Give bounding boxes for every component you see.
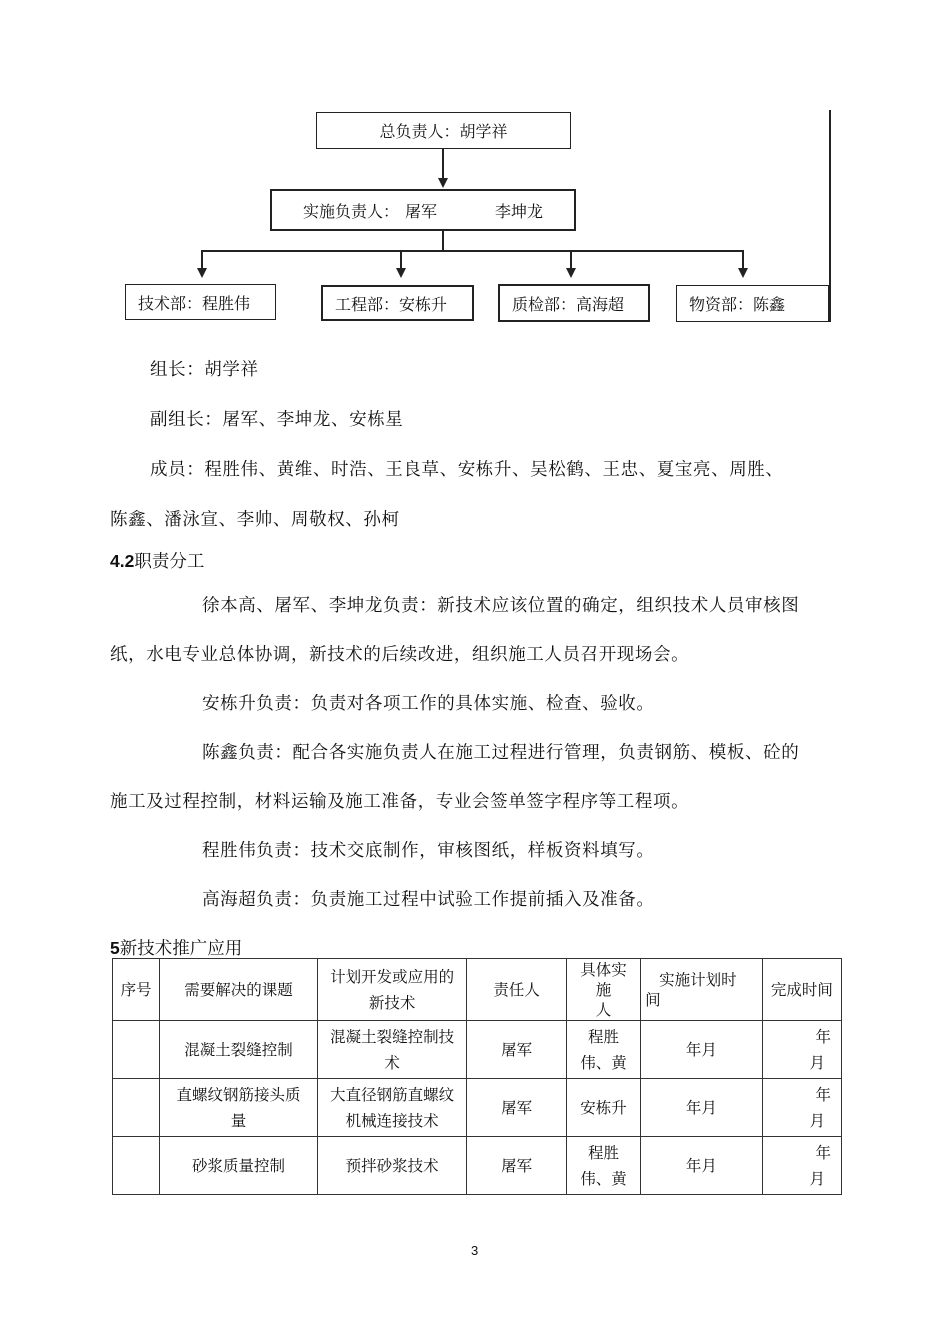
section-5-heading xyxy=(110,935,242,960)
header-tech: 计划开发或应用的 新技术 xyxy=(317,959,467,1021)
dept-eng-label: 工程部：安栋升 xyxy=(335,294,448,314)
cell-plan: 年月 xyxy=(641,1137,763,1195)
org-impl-person1: 屠军 xyxy=(404,201,437,221)
duty-paragraph: 纸，水电专业总体协调，新技术的后续改进，组织施工人员召开现场会。 xyxy=(110,645,690,665)
arrow-down-icon xyxy=(738,268,748,278)
deputy-line: 副组长：屠军、李坤龙、安栋星 xyxy=(150,410,404,430)
header-done: 完成时间 xyxy=(762,959,841,1021)
header-impl: 具体实 施 人 xyxy=(566,959,640,1021)
cell-tech: 大直径钢筋直螺纹 机械连接技术 xyxy=(317,1079,467,1137)
chart-edge-line xyxy=(829,110,831,322)
org-impl-box xyxy=(270,189,576,231)
duty-paragraph: 程胜伟负责：技术交底制作，审核图纸，样板资料填写。 xyxy=(202,841,655,861)
dept-tech-label: 技术部：程胜伟 xyxy=(138,293,251,313)
duty-paragraph: 徐本高、屠军、李坤龙负责：新技术应该位置的确定，组织技术人员审核图 xyxy=(202,596,800,616)
arrow-down-icon xyxy=(566,268,576,278)
members-line-2: 陈鑫、潘泳宣、李帅、周敬权、孙柯 xyxy=(110,510,400,530)
connector-line xyxy=(442,231,444,251)
cell-seq xyxy=(113,1137,160,1195)
cell-topic: 直螺纹钢筋接头质 量 xyxy=(160,1079,318,1137)
section-4-2-heading xyxy=(110,548,204,573)
cell-plan: 年月 xyxy=(641,1021,763,1079)
cell-plan: 年月 xyxy=(641,1079,763,1137)
cell-done: 年 月 xyxy=(762,1079,841,1137)
dept-qc-label: 质检部：高海超 xyxy=(512,294,625,314)
connector-line xyxy=(400,250,402,268)
table-header-row xyxy=(113,959,842,1021)
header-seq: 序号 xyxy=(113,959,160,1021)
org-top-box xyxy=(316,112,571,149)
section-title: 新技术推广应用 xyxy=(119,939,243,959)
cell-topic: 混凝土裂缝控制 xyxy=(160,1021,318,1079)
org-impl-label: 实施负责人： xyxy=(302,201,399,221)
section-title: 职责分工 xyxy=(134,552,205,572)
dept-qc-box xyxy=(498,284,650,322)
connector-line xyxy=(201,250,742,252)
cell-impl: 程胜 伟、黄 xyxy=(566,1021,640,1079)
header-plan: 实施计划时 间 xyxy=(641,959,763,1021)
table-cutoff-mask xyxy=(100,1195,860,1201)
cell-tech: 预拌砂浆技术 xyxy=(317,1137,467,1195)
new-tech-table xyxy=(112,958,842,1195)
table-row xyxy=(113,1137,842,1195)
connector-line xyxy=(201,250,203,268)
page-number: 3 xyxy=(471,1243,479,1258)
header-owner: 责任人 xyxy=(467,959,566,1021)
cell-done: 年 月 xyxy=(762,1137,841,1195)
duty-paragraph: 施工及过程控制，材料运输及施工准备，专业会签单签字程序等工程项。 xyxy=(110,792,690,812)
cell-tech: 混凝土裂缝控制技 术 xyxy=(317,1021,467,1079)
cell-seq xyxy=(113,1079,160,1137)
arrow-down-icon xyxy=(197,268,207,278)
dept-material-box xyxy=(676,285,829,322)
cell-impl: 程胜 伟、黄 xyxy=(566,1137,640,1195)
cell-topic: 砂浆质量控制 xyxy=(160,1137,318,1195)
duty-paragraph: 陈鑫负责：配合各实施负责人在施工过程进行管理，负责钢筋、模板、砼的 xyxy=(202,743,800,763)
leader-line: 组长：胡学祥 xyxy=(150,360,259,380)
connector-line xyxy=(570,250,572,268)
members-line-1: 成员：程胜伟、黄维、时浩、王良草、安栋升、吴松鹤、王忠、夏宝亮、周胜、 xyxy=(150,460,784,480)
section-number: 5 xyxy=(110,938,120,958)
cell-seq xyxy=(113,1021,160,1079)
header-topic: 需要解决的课题 xyxy=(160,959,318,1021)
cell-done: 年 月 xyxy=(762,1021,841,1079)
dept-tech-box xyxy=(125,284,276,320)
connector-line xyxy=(442,149,444,179)
arrow-down-icon xyxy=(438,178,448,188)
duty-paragraph: 高海超负责：负责施工过程中试验工作提前插入及准备。 xyxy=(202,890,655,910)
connector-line xyxy=(742,250,744,268)
cell-owner: 屠军 xyxy=(467,1079,566,1137)
section-number: 4.2 xyxy=(110,551,135,571)
dept-material-label: 物资部：陈鑫 xyxy=(689,295,786,314)
table-row xyxy=(113,1079,842,1137)
cell-owner: 屠军 xyxy=(467,1021,566,1079)
table-row xyxy=(113,1021,842,1079)
arrow-down-icon xyxy=(396,268,406,278)
cell-impl: 安栋升 xyxy=(566,1079,640,1137)
dept-eng-box xyxy=(321,285,474,321)
duty-paragraph: 安栋升负责：负责对各项工作的具体实施、检查、验收。 xyxy=(202,694,655,714)
org-impl-person2: 李坤龙 xyxy=(495,201,544,221)
org-top-label: 总负责人：胡学祥 xyxy=(379,122,508,141)
cell-owner: 屠军 xyxy=(467,1137,566,1195)
